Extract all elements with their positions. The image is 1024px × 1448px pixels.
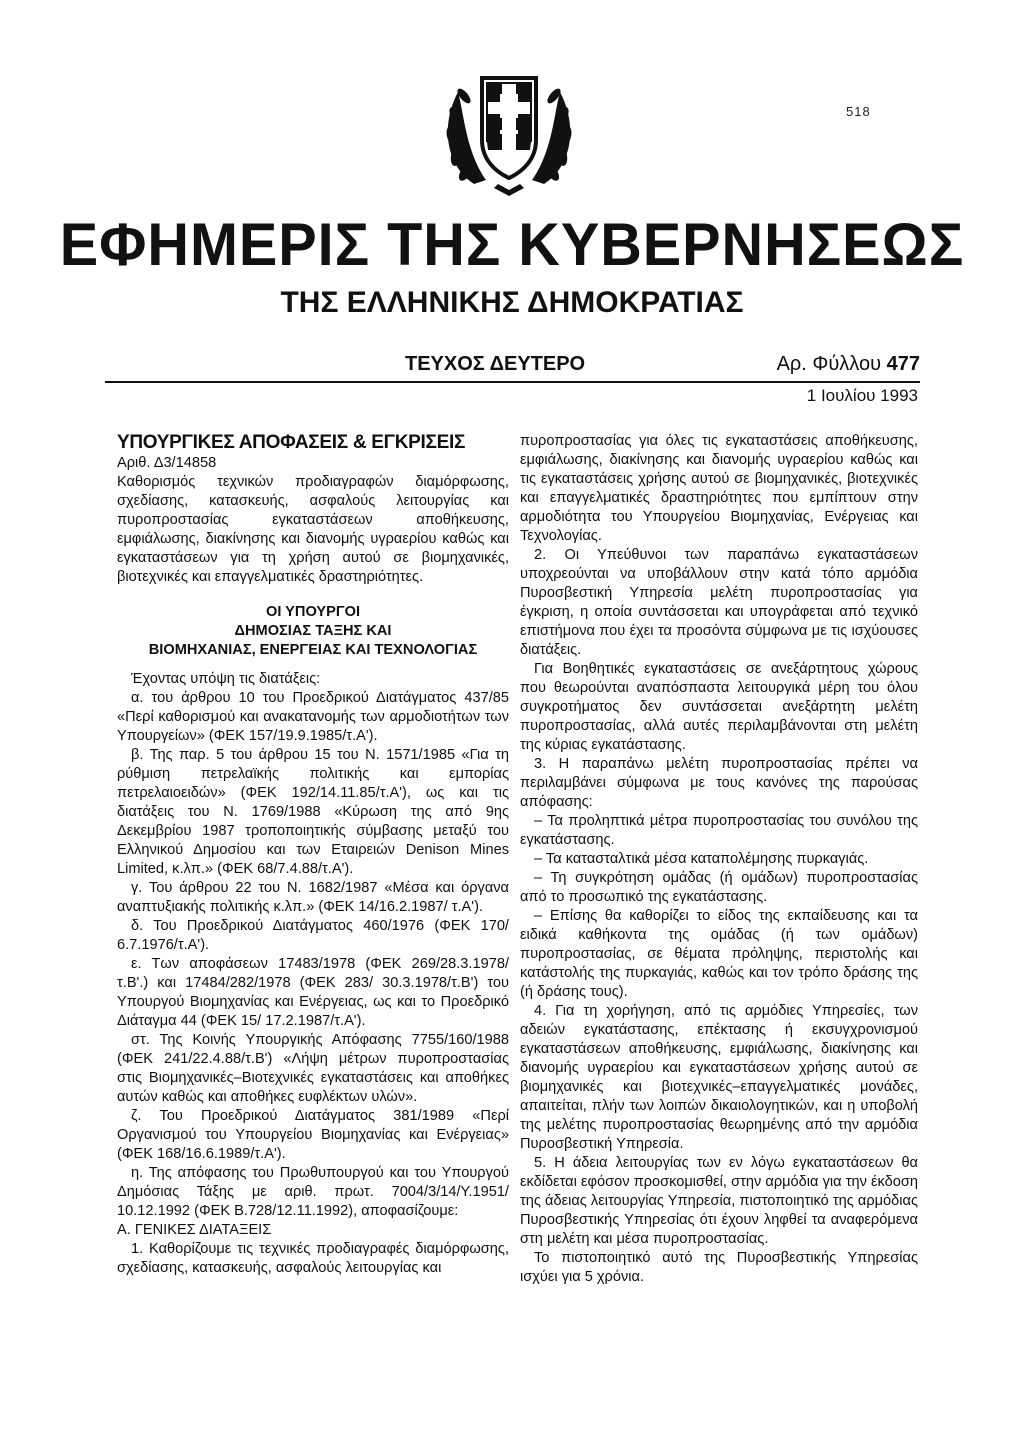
sheet-number-value: 477 [886, 353, 920, 375]
paragraph: Έχοντας υπόψη τις διατάξεις: [131, 671, 321, 687]
paragraph: – Επίσης θα καθορίζει το είδος της εκπαίδευσης και τα ειδικά καθήκοντα της ομάδας (ή των ομάδων) πυροπροστασίας, σε θέματα πρόληψης, περιστολής και κατάστολής της πυρκαγιάς, καθώς και τον τρόπο δράσης της (ή δράσης τους). [520, 908, 918, 1000]
paragraph: Το πιστοποιητικό αυτό της Πυροσβεστικής Υπηρεσίας ισχύει για 5 χρόνια. [520, 1250, 918, 1285]
paragraph: ζ. Του Προεδρικού Διατάγματος 381/1989 «Περί Οργανισμού του Υπουργείου Βιομηχανίας και Ενέργειας» (ΦΕΚ 168/16.6.1989/τ.Α'). [117, 1108, 509, 1162]
issue-label: ΤΕΥΧΟΣ ΔΕΥΤΕΡΟ [405, 353, 586, 375]
sheet-label: Αρ. Φύλλου [776, 353, 882, 375]
ministers-line-2: ΔΗΜΟΣΙΑΣ ΤΑΞΗΣ ΚΑΙ [234, 623, 392, 639]
paragraph: η. Της απόφασης του Πρωθυπουργού και του Υπουργού Δημόσιας Τάξης με αριθ. πρωτ. 7004/3/14/Υ.1951/ 10.12.1992 (ΦΕΚ Β.728/12.11.1992), αποφασίζουμε: [117, 1165, 509, 1219]
paragraph: 1. Καθορίζουμε τις τεχνικές προδιαγραφές διαμόρφωσης, σχεδίασης, κατασκευής, ασφαλούς λειτουργίας και [117, 1241, 509, 1276]
paragraph: στ. Της Κοινής Υπουργικής Απόφασης 7755/160/1988 (ΦΕΚ 241/22.4.88/τ.Β') «Λήψη μέτρων πυροπροστασίας στις Βιομηχανικές–Βιοτεχνικές εγκαταστάσεις και αποθήκες αυτών καθώς και αποθήκες ευφλέκτων υλών». [117, 1032, 509, 1105]
paragraph: Για Βοηθητικές εγκαταστάσεις σε ανεξάρτητους χώρους που θεωρούνται αναπόσπαστα λειτουργικά μέρη του όλου συγκροτήματος δεν συντάσσεται ανεξάρτητη μελέτη πυροπροστασίας, αλλά αυτές περιλαμβάνονται στη μελέτη της κύριας εγκατάστασης. [520, 661, 918, 753]
decision-number: Αριθ. Δ3/14858 [117, 455, 217, 471]
ministers-line-1: ΟΙ ΥΠΟΥΡΓΟΙ [265, 604, 361, 620]
paragraph: ε. Των αποφάσεων 17483/1978 (ΦΕΚ 269/28.3.1978/τ.Β'.) και 17484/282/1978 (ΦΕΚ 283/ 30.3.1978/τ.Β') του Υπουργού Βιομηχανίας και Ενέργειας, ως και το Προεδρικό Διάταγμα 44 (ΦΕΚ 15/ 17.2.1987/τ.Α'). [117, 956, 509, 1029]
paragraph: 3. Η παραπάνω μελέτη πυροπροστασίας πρέπει να περιλαμβάνει σύμφωνα με τους κανόνες της παρούσας απόφασης: [520, 756, 918, 810]
paragraph: – Τα προληπτικά μέτρα πυροπροστασίας του συνόλου της εγκατάστασης. [520, 813, 918, 848]
sheet-number [777, 353, 920, 376]
paragraph: – Τα κατασταλτικά μέσα καταπολέμησης πυρκαγιάς. [534, 851, 869, 867]
issue-bar [105, 353, 920, 383]
left-column [117, 432, 509, 1278]
paragraph: – Τη συγκρότηση ομάδας (ή ομάδων) πυροπροστασίας από το προσωπικό της εγκατάστασης. [520, 870, 918, 905]
paragraph: β. Της παρ. 5 του άρθρου 15 του Ν. 1571/1985 «Για τη ρύθμιση πετρελαϊκής πολιτικής και εμπορίας πετρελαιοειδών» (ΦΕΚ 192/14.11.85/τ.Α'), ως και τις διατάξεις του Ν. 1769/1988 «Κύρωση της από 9ης Δεκεμβρίου 1987 τροποποιητικής σύμβασης μεταξύ του Ελληνικού Δημοσίου και των Εταιρειών Denison Mines Limited, κ.λπ.» (ΦΕΚ 68/7.4.88/τ.Α'). [117, 747, 509, 877]
paragraph: πυροπροστασίας για όλες τις εγκαταστάσεις αποθήκευσης, εμφιάλωσης, διακίνησης και διανομής υγραερίου καθώς και τις εγκαταστάσεις χρήσης αυτού σε βιομηχανικές, βιοτεχνικές και επαγγελματικές δραστηριότητες που εμπίπτουν στην αρμοδιότητα του Υπουργείου Βιομηχανίας, Ενέργειας και Τεχνολογίας. [520, 433, 918, 544]
paragraph: 5. Η άδεια λειτουργίας των εν λόγω εγκαταστάσεων θα εκδίδεται εφόσον προσκομισθεί, στην αρμόδια για την έκδοση της άδειας λειτουργίας Υπηρεσία, πιστοποιητικό της αρμόδιας Πυροσβεστικής Υπηρεσίας ότι έχουν ληφθεί τα αναφερόμενα στη μελέτη και μέσα πυροπροστασίας. [520, 1155, 918, 1247]
section-heading-general: Α. ΓΕΝΙΚΕΣ ΔΙΑΤΑΞΕΙΣ [117, 1222, 272, 1238]
ministers-heading [117, 603, 509, 660]
issue-date: 1 Ιουλίου 1993 [806, 386, 918, 405]
decision-summary: Καθορισμός τεχνικών προδιαγραφών διαμόρφωσης, σχεδίασης, κατασκευής, ασφαλούς λειτουργίας και πυροπροστασίας εγκαταστάσεων αποθήκευσης, εμφιάλωσης, διακίνησης και διανομής υγραερίου καθώς και εγκαταστάσεων για τη χρήση αυτού σε βιομηχανικές, βιοτεχνικές και επαγγελματικές δραστηριότητες. [117, 474, 509, 585]
section-heading: ΥΠΟΥΡΓΙΚΕΣ ΑΠΟΦΑΣΕΙΣ & ΕΓΚΡΙΣΕΙΣ [117, 432, 466, 453]
ministers-line-3: ΒΙΟΜΗΧΑΝΙΑΣ, ΕΝΕΡΓΕΙΑΣ ΚΑΙ ΤΕΧΝΟΛΟΓΙΑΣ [148, 642, 478, 658]
paragraph: 4. Για τη χορήγηση, από τις αρμόδιες Υπηρεσίες, των αδειών εγκατάστασης, επέκτασης ή εκσυγχρονισμού εγκαταστάσεων αποθήκευσης, εμφιάλωσης, διακίνησης και διανομής υγραερίου και εγκαταστάσεων χρήσης αυτού σε βιομηχανικές και βιοτεχνικές–επαγγελματικές μονάδες, απαιτείται, πλήν των λοιπών δικαιολογητικών, και η υποβολή της μελέτης πυροπροστασίας θεωρημένης από την αρμόδια Πυροσβεστική Υπηρεσία. [520, 1003, 918, 1152]
greek-coat-of-arms-icon [434, 56, 584, 206]
paragraph: α. του άρθρου 10 του Προεδρικού Διατάγματος 437/85 «Περί καθορισμού και ανακατανομής των αρμοδιοτήτων των Υπουργείων» (ΦΕΚ 157/19.9.1985/τ.Α'). [117, 690, 509, 744]
page-number: 518 [846, 104, 871, 119]
paragraph: δ. Του Προεδρικού Διατάγματος 460/1976 (ΦΕΚ 170/ 6.7.1976/τ.Α'). [117, 918, 509, 953]
gazette-title: ΕΦΗΜΕΡΙΣ ΤΗΣ ΚΥΒΕΡΝΗΣΕΩΣ [59, 211, 965, 278]
paragraph: γ. Του άρθρου 22 του Ν. 1682/1987 «Μέσα και όργανα αναπτυξιακής πολιτικής κ.λπ.» (ΦΕΚ 14/16.2.1987/ τ.Α'). [117, 880, 509, 915]
paragraph: 2. Οι Υπεύθυνοι των παραπάνω εγκαταστάσεων υποχρεούνται να υποβάλλουν στην κατά τόπο αρμόδια Πυροσβεστική Υπηρεσία μελέτη πυροπροστασίας για έγκριση, η οποία συντάσσεται και υπογράφεται από τεχνικό επιστήμονα που έχει τα προσόντα σύμφωνα με τις ισχύουσες διατάξεις. [520, 547, 918, 658]
right-column [520, 432, 918, 1287]
gazette-subtitle: ΤΗΣ ΕΛΛΗΝΙΚΗΣ ΔΗΜΟΚΡΑΤΙΑΣ [280, 286, 744, 319]
